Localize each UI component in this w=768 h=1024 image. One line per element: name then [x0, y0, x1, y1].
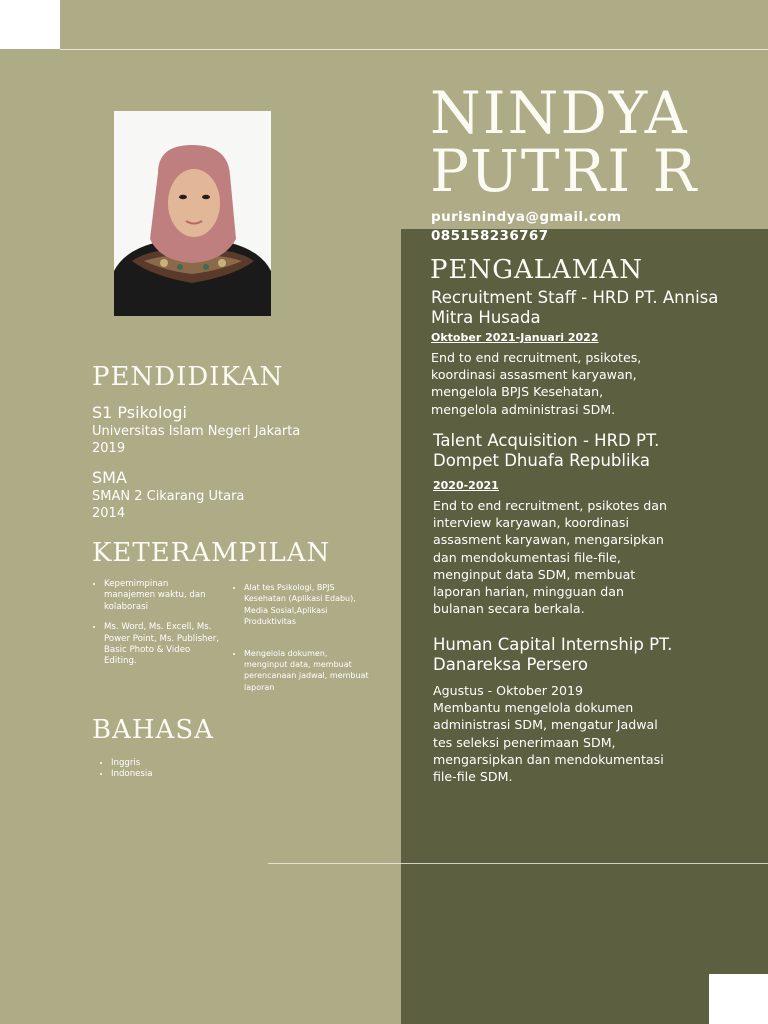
language-item: • Inggris [111, 758, 153, 769]
corner-square-bottom-right [709, 974, 768, 1024]
languages-list [97, 758, 153, 781]
job-title: Recruitment Staff - HRD PT. Annisa Mitra Husada [431, 288, 719, 327]
skills-column-1 [90, 579, 220, 677]
skill-item: • Mengelola dokumen, menginput data, membuat perencanaan jadwal, membuat laporan [244, 648, 370, 694]
skills-column-2 [230, 582, 370, 702]
job-description: End to end recruitment, psikotes, koordinasi assasment karyawan, mengelola BPJS Kesehatan, mengelola administrasi SDM. [431, 350, 642, 417]
pengalaman-heading: PENGALAMAN [430, 255, 643, 285]
divider-top [60, 49, 768, 50]
job-date: 2020-2021 [433, 479, 499, 492]
education-year: 2019 [92, 441, 126, 456]
education-school: Universitas Islam Negeri Jakarta [92, 424, 301, 439]
phone[interactable]: 085158236767 [431, 228, 549, 244]
full-name [430, 79, 760, 205]
divider-bottom [268, 863, 768, 864]
email[interactable]: purisnindya@gmail.com [431, 209, 622, 225]
education-item [92, 468, 244, 522]
job-entry [433, 635, 733, 785]
language-item: • Indonesia [111, 769, 153, 780]
contact-info [431, 208, 622, 246]
education-school: SMAN 2 Cikarang Utara [92, 489, 245, 504]
job-title: Talent Acquisition - HRD PT. Dompet Dhuafa Republika [433, 431, 660, 470]
education-degree: SMA [92, 468, 127, 487]
education-item [92, 403, 300, 457]
job-description: End to end recruitment, psikotes dan interview karyawan, koordinasi assasment karyawan, mengarsipkan dan mendokumentasi file-file, menginput data SDM, membuat laporan harian, mingguan dan bulanan secara berkala. [433, 498, 667, 617]
job-title: Human Capital Internship PT. Danareksa Persero [433, 635, 673, 674]
job-entry [433, 431, 733, 617]
keterampilan-heading: KETERAMPILAN [92, 538, 331, 568]
pendidikan-heading: PENDIDIKAN [92, 362, 284, 392]
bahasa-heading: BAHASA [92, 715, 214, 745]
job-date: Oktober 2021-Januari 2022 [431, 331, 599, 344]
job-entry [431, 288, 751, 418]
education-degree: S1 Psikologi [92, 403, 187, 422]
name-line-2: PUTRI R [430, 137, 699, 205]
skill-item: • Alat tes Psikologi, BPJS Kesehatan (Aplikasi Edabu), Media Sosial,Aplikasi Produktivitas [244, 582, 370, 628]
skill-item: • Ms. Word, Ms. Excell, Ms. Power Point, Ms. Publisher, Basic Photo & Video Editing. [104, 622, 220, 668]
profile-photo [114, 111, 271, 316]
education-year: 2014 [92, 506, 126, 521]
job-description: Membantu mengelola dokumen administrasi SDM, mengatur Jadwal tes seleksi penerimaan SDM, mengarsipkan dan mendokumentasi file-file SDM. [433, 700, 664, 785]
skill-item: • Kepemimpinan manajemen waktu, dan kolaborasi [104, 579, 220, 613]
job-date: Agustus - Oktober 2019 [433, 683, 584, 698]
name-line-1: NINDYA [430, 79, 689, 147]
corner-square-top-left [0, 0, 60, 49]
